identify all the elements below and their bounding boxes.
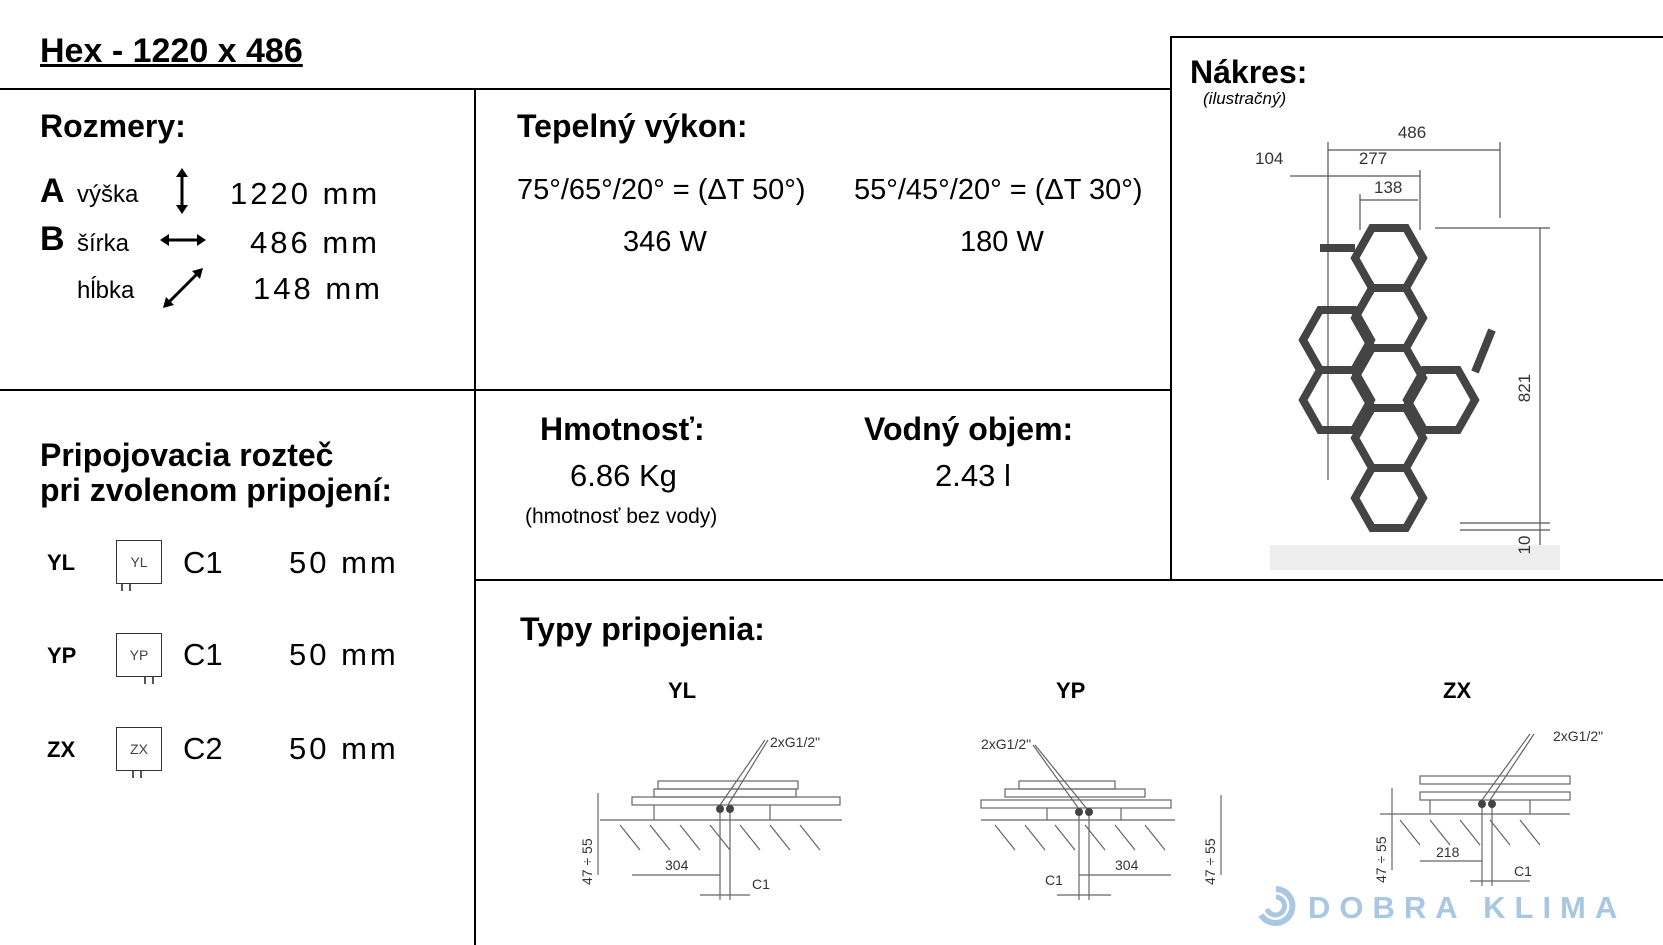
weight-heading: Hmotnosť: xyxy=(540,411,705,447)
c-label: C1 xyxy=(1514,863,1532,879)
heat-output-heading: Tepelný výkon: xyxy=(517,108,748,144)
dimension-label: výška xyxy=(77,181,139,208)
connection-c: C1 xyxy=(183,545,223,580)
divider-lower xyxy=(474,579,1663,581)
connection-c: C1 xyxy=(183,637,223,672)
range-label: 47 ÷ 55 xyxy=(1202,838,1218,885)
divider-left-col xyxy=(474,88,476,945)
heat-value-2: 180 W xyxy=(960,226,1044,258)
dimension-letter: B xyxy=(40,220,65,258)
spacing-heading-line2: pri zvolenom pripojení: xyxy=(40,472,393,508)
divider-drawing-left xyxy=(1170,36,1172,580)
type-zx-title: ZX xyxy=(1443,678,1472,703)
type-zx-diagram xyxy=(1370,718,1620,903)
connection-zx-icon: ZX xyxy=(116,727,162,771)
drawing-note: (ilustračný) xyxy=(1203,89,1287,108)
dimension-value: 148 mm xyxy=(253,271,383,306)
distance-label: 304 xyxy=(665,857,689,873)
dim-width-label: 486 xyxy=(1397,123,1427,142)
dimension-label: šírka xyxy=(77,230,130,257)
connection-legs xyxy=(116,584,160,591)
dim-138-label: 138 xyxy=(1374,178,1403,197)
spacing-heading-line1: Pripojovacia rozteč xyxy=(40,437,334,473)
pipe-label: 2xG1/2" xyxy=(770,734,821,750)
connection-legs xyxy=(116,677,160,684)
connection-value: 50 mm xyxy=(289,545,399,580)
connection-value: 50 mm xyxy=(289,731,399,766)
arrow-vertical-icon xyxy=(172,168,192,214)
dim-104-label: 104 xyxy=(1255,149,1284,168)
type-yp-diagram xyxy=(975,725,1245,910)
water-volume-heading: Vodný objem: xyxy=(864,411,1074,447)
connection-code: YP xyxy=(47,643,77,668)
brand-logo-icon xyxy=(1255,885,1297,927)
divider-drawing-top xyxy=(1170,36,1663,38)
pipe-label: 2xG1/2" xyxy=(981,736,1032,752)
pipe-label: 2xG1/2" xyxy=(1553,728,1604,744)
dim-height-label: 821 xyxy=(1515,373,1534,403)
dim-277-label: 277 xyxy=(1358,149,1388,168)
connection-value: 50 mm xyxy=(289,637,399,672)
connection-code: ZX xyxy=(47,737,76,762)
type-yl-title: YL xyxy=(668,678,697,703)
heat-condition-2: 55°/45°/20° = (ΔT 30°) xyxy=(854,174,1143,206)
type-yp-title: YP xyxy=(1056,678,1086,703)
dim-bottom-label: 10 xyxy=(1515,535,1534,555)
dimension-letter: A xyxy=(40,172,65,210)
range-label: 47 ÷ 55 xyxy=(579,838,595,885)
connection-legs xyxy=(116,771,160,778)
dimensions-heading: Rozmery: xyxy=(40,108,186,144)
dimension-value: 1220 mm xyxy=(230,176,381,211)
weight-value: 6.86 Kg xyxy=(570,458,677,493)
distance-label: 304 xyxy=(1115,857,1139,873)
connection-c: C2 xyxy=(183,731,223,766)
range-label: 47 ÷ 55 xyxy=(1373,836,1389,883)
page-title: Hex - 1220 x 486 xyxy=(40,32,303,70)
water-volume-value: 2.43 l xyxy=(935,458,1011,493)
divider-top xyxy=(0,88,1170,90)
heat-condition-1: 75°/65°/20° = (ΔT 50°) xyxy=(517,174,806,206)
distance-label: 218 xyxy=(1436,844,1460,860)
heat-value-1: 346 W xyxy=(623,226,707,258)
c-label: C1 xyxy=(1045,872,1063,888)
connection-yl-icon: YL xyxy=(116,540,162,584)
divider-middle xyxy=(0,389,1170,391)
brand-name: DOBRA KLIMA xyxy=(1308,890,1627,925)
weight-note: (hmotnosť bez vody) xyxy=(525,505,718,528)
connection-yp-icon: YP xyxy=(116,633,162,677)
connection-types-heading: Typy pripojenia: xyxy=(520,611,765,647)
dimension-value: 486 mm xyxy=(250,225,380,260)
dimension-label: hĺbka xyxy=(77,277,135,304)
c-label: C1 xyxy=(752,876,770,892)
connection-code: YL xyxy=(47,550,76,575)
drawing-heading: Nákres: xyxy=(1190,54,1308,90)
radiator-technical-drawing xyxy=(1255,120,1560,575)
arrow-diagonal-icon xyxy=(163,268,203,308)
type-yl-diagram xyxy=(580,725,850,910)
arrow-horizontal-icon xyxy=(160,230,206,250)
